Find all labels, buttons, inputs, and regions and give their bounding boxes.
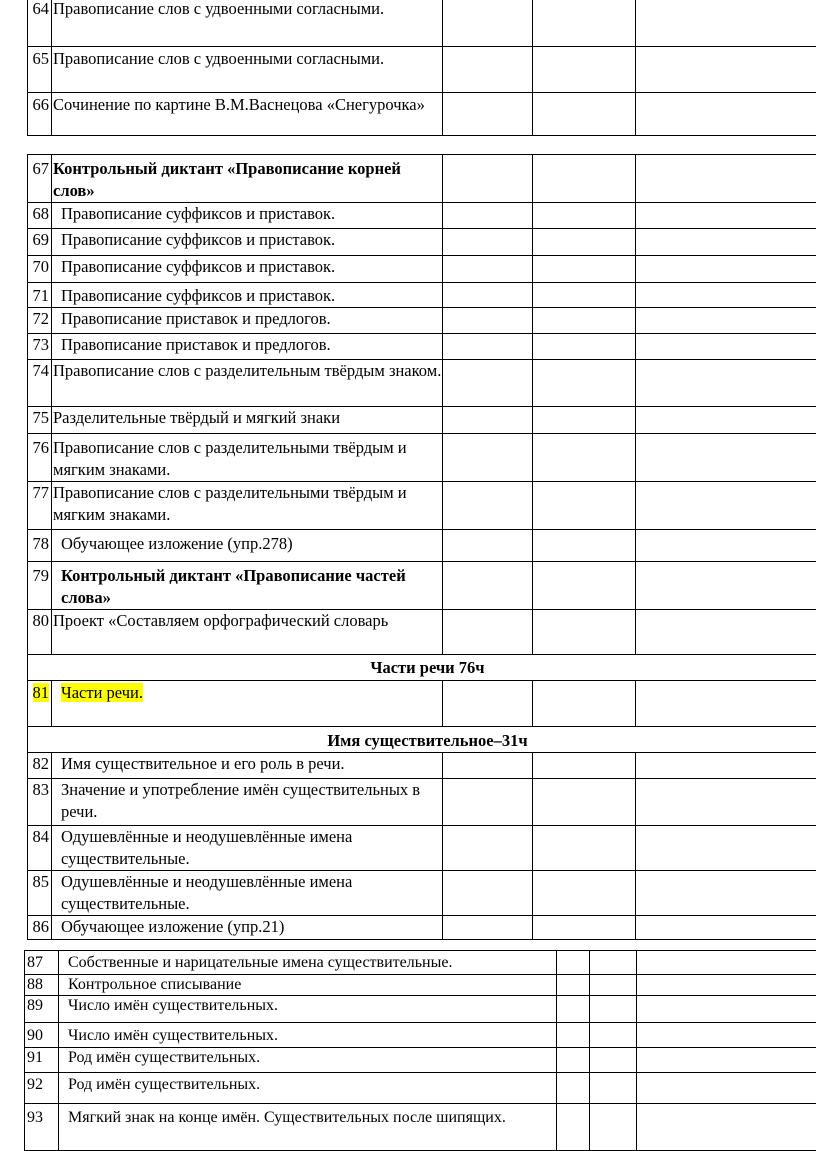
empty-cell (533, 530, 636, 562)
lesson-topic: Контрольное списывание (59, 975, 557, 996)
empty-cell (533, 93, 636, 136)
empty-cell (636, 203, 816, 229)
lesson-topic: Правописание слов с разделительными твёрдым и мягким знаками. (52, 434, 443, 482)
empty-cell (637, 996, 816, 1023)
empty-cell (533, 0, 636, 47)
row-number: 88 (25, 975, 59, 996)
table-row (28, 334, 816, 360)
row-number: 86 (28, 916, 52, 940)
table-row (28, 0, 816, 47)
row-number: 80 (28, 610, 52, 655)
row-number: 69 (28, 229, 52, 256)
table-row (25, 975, 816, 996)
row-number: 77 (28, 482, 52, 530)
lesson-topic: Одушевлённые и неодушевлённые имена существительные. (52, 826, 443, 871)
empty-cell (533, 753, 636, 779)
empty-cell (590, 996, 637, 1023)
row-number: 93 (25, 1104, 59, 1151)
lesson-topic: Сочинение по картине В.М.Васнецова «Снегурочка» (52, 93, 443, 136)
empty-cell (443, 779, 533, 826)
empty-cell (590, 1104, 637, 1151)
row-number: 84 (28, 826, 52, 871)
lesson-table-3 (24, 950, 816, 1151)
section-row (28, 727, 816, 753)
lesson-topic: Обучающее изложение (упр.278) (52, 530, 443, 562)
table-row (28, 434, 816, 482)
row-number: 67 (28, 155, 52, 203)
table-row (25, 996, 816, 1023)
empty-cell (637, 951, 816, 975)
empty-cell (533, 871, 636, 916)
empty-cell (443, 562, 533, 610)
lesson-topic: Одушевлённые и неодушевлённые имена существительные. (52, 871, 443, 916)
empty-cell (636, 155, 816, 203)
empty-cell (533, 256, 636, 283)
lesson-topic: Род имён существительных. (59, 1073, 557, 1104)
empty-cell (443, 93, 533, 136)
table-row (25, 1048, 816, 1073)
lesson-topic: Значение и употребление имён существительных в речи. (52, 779, 443, 826)
row-number: 76 (28, 434, 52, 482)
empty-cell (637, 1023, 816, 1048)
empty-cell (636, 93, 816, 136)
empty-cell (557, 1073, 590, 1104)
table-row (28, 681, 816, 727)
table-row (28, 283, 816, 308)
section-row (28, 655, 816, 681)
empty-cell (443, 407, 533, 434)
empty-cell (636, 681, 816, 727)
table-row (25, 951, 816, 975)
empty-cell (533, 826, 636, 871)
empty-cell (443, 155, 533, 203)
lesson-topic: Правописание приставок и предлогов. (52, 308, 443, 334)
empty-cell (533, 308, 636, 334)
empty-cell (533, 562, 636, 610)
lesson-table-2 (27, 154, 816, 940)
empty-cell (636, 283, 816, 308)
row-number: 71 (28, 283, 52, 308)
empty-cell (590, 951, 637, 975)
empty-cell (533, 407, 636, 434)
table-row (28, 871, 816, 916)
empty-cell (443, 482, 533, 530)
empty-cell (636, 916, 816, 940)
empty-cell (443, 826, 533, 871)
empty-cell (443, 434, 533, 482)
empty-cell (557, 975, 590, 996)
section-header: Имя существительное–31ч (28, 727, 816, 753)
lesson-topic: Правописание слов с удвоенными согласными. (52, 47, 443, 93)
table-row (28, 916, 816, 940)
empty-cell (636, 826, 816, 871)
row-number: 83 (28, 779, 52, 826)
empty-cell (533, 681, 636, 727)
empty-cell (636, 753, 816, 779)
empty-cell (443, 256, 533, 283)
row-number: 72 (28, 308, 52, 334)
row-number: 87 (25, 951, 59, 975)
row-number: 70 (28, 256, 52, 283)
lesson-topic: Мягкий знак на конце имён. Существительных после шипящих. (59, 1104, 557, 1151)
row-number: 66 (28, 93, 52, 136)
empty-cell (557, 1104, 590, 1151)
empty-cell (636, 779, 816, 826)
empty-cell (533, 203, 636, 229)
empty-cell (443, 203, 533, 229)
empty-cell (533, 610, 636, 655)
empty-cell (637, 1048, 816, 1073)
empty-cell (533, 155, 636, 203)
empty-cell (557, 1048, 590, 1073)
empty-cell (533, 334, 636, 360)
empty-cell (443, 360, 533, 407)
lesson-topic: Правописание слов с удвоенными согласными. (52, 0, 443, 47)
table-row (28, 155, 816, 203)
empty-cell (533, 229, 636, 256)
empty-cell (533, 482, 636, 530)
lesson-topic: Число имён существительных. (59, 1023, 557, 1048)
empty-cell (443, 308, 533, 334)
table-row (28, 562, 816, 610)
row-number (28, 681, 52, 727)
empty-cell (590, 975, 637, 996)
section-header: Части речи 76ч (28, 655, 816, 681)
lesson-topic: Разделительные твёрдый и мягкий знаки (52, 407, 443, 434)
lesson-topic: Правописание приставок и предлогов. (52, 334, 443, 360)
row-number: 90 (25, 1023, 59, 1048)
empty-cell (443, 47, 533, 93)
empty-cell (590, 1048, 637, 1073)
empty-cell (636, 610, 816, 655)
table-row (28, 93, 816, 136)
table-row (28, 308, 816, 334)
table-row (25, 1104, 816, 1151)
empty-cell (443, 334, 533, 360)
empty-cell (636, 256, 816, 283)
empty-cell (443, 0, 533, 47)
lesson-topic: Контрольный диктант «Правописание корней слов» (52, 155, 443, 203)
empty-cell (557, 1023, 590, 1048)
lesson-table-1 (27, 0, 816, 136)
row-number: 91 (25, 1048, 59, 1073)
empty-cell (443, 753, 533, 779)
lesson-topic: Род имён существительных. (59, 1048, 557, 1073)
empty-cell (443, 610, 533, 655)
row-number: 85 (28, 871, 52, 916)
row-number: 65 (28, 47, 52, 93)
empty-cell (637, 1104, 816, 1151)
empty-cell (636, 47, 816, 93)
empty-cell (533, 283, 636, 308)
empty-cell (636, 871, 816, 916)
table-row (28, 47, 816, 93)
empty-cell (636, 562, 816, 610)
lesson-topic: Число имён существительных. (59, 996, 557, 1023)
table-row (28, 530, 816, 562)
empty-cell (533, 434, 636, 482)
row-number: 75 (28, 407, 52, 434)
table-row (28, 360, 816, 407)
empty-cell (557, 996, 590, 1023)
empty-cell (636, 434, 816, 482)
row-number: 68 (28, 203, 52, 229)
empty-cell (636, 360, 816, 407)
table-row (28, 610, 816, 655)
lesson-topic: Правописание слов с разделительными твёрдым и мягким знаками. (52, 482, 443, 530)
empty-cell (636, 308, 816, 334)
lesson-topic: Правописание слов с разделительным твёрдым знаком. (52, 360, 443, 407)
lesson-topic: Имя существительное и его роль в речи. (52, 753, 443, 779)
row-number: 79 (28, 562, 52, 610)
empty-cell (533, 916, 636, 940)
empty-cell (590, 1023, 637, 1048)
lesson-topic: Правописание суффиксов и приставок. (52, 229, 443, 256)
lesson-topic: Правописание суффиксов и приставок. (52, 203, 443, 229)
lesson-topic: Правописание суффиксов и приставок. (52, 256, 443, 283)
lesson-topic: Собственные и нарицательные имена существительные. (59, 951, 557, 975)
empty-cell (636, 334, 816, 360)
row-number: 82 (28, 753, 52, 779)
empty-cell (533, 47, 636, 93)
empty-cell (636, 229, 816, 256)
row-number: 64 (28, 0, 52, 47)
empty-cell (636, 407, 816, 434)
table-row (28, 482, 816, 530)
empty-cell (443, 283, 533, 308)
empty-cell (443, 681, 533, 727)
empty-cell (637, 975, 816, 996)
table-row (25, 1023, 816, 1048)
empty-cell (636, 530, 816, 562)
empty-cell (636, 0, 816, 47)
row-number: 74 (28, 360, 52, 407)
table-row (28, 256, 816, 283)
lesson-topic: Проект «Составляем орфографический словарь (52, 610, 443, 655)
empty-cell (533, 360, 636, 407)
lesson-topic: Обучающее изложение (упр.21) (52, 916, 443, 940)
empty-cell (443, 871, 533, 916)
lesson-topic (52, 681, 443, 727)
row-number: 78 (28, 530, 52, 562)
highlighted-number: 81 (32, 683, 49, 702)
empty-cell (636, 482, 816, 530)
empty-cell (443, 916, 533, 940)
empty-cell (443, 530, 533, 562)
lesson-topic: Правописание суффиксов и приставок. (52, 283, 443, 308)
table-row (28, 229, 816, 256)
empty-cell (443, 229, 533, 256)
table-row (28, 826, 816, 871)
row-number: 92 (25, 1073, 59, 1104)
empty-cell (590, 1073, 637, 1104)
empty-cell (557, 951, 590, 975)
empty-cell (533, 779, 636, 826)
empty-cell (637, 1073, 816, 1104)
table-row (28, 779, 816, 826)
table-row (28, 203, 816, 229)
row-number: 89 (25, 996, 59, 1023)
row-number: 73 (28, 334, 52, 360)
lesson-topic: Контрольный диктант «Правописание частей слова» (52, 562, 443, 610)
table-row (28, 407, 816, 434)
table-row (28, 753, 816, 779)
table-row (25, 1073, 816, 1104)
highlighted-topic: Части речи. (61, 683, 143, 702)
